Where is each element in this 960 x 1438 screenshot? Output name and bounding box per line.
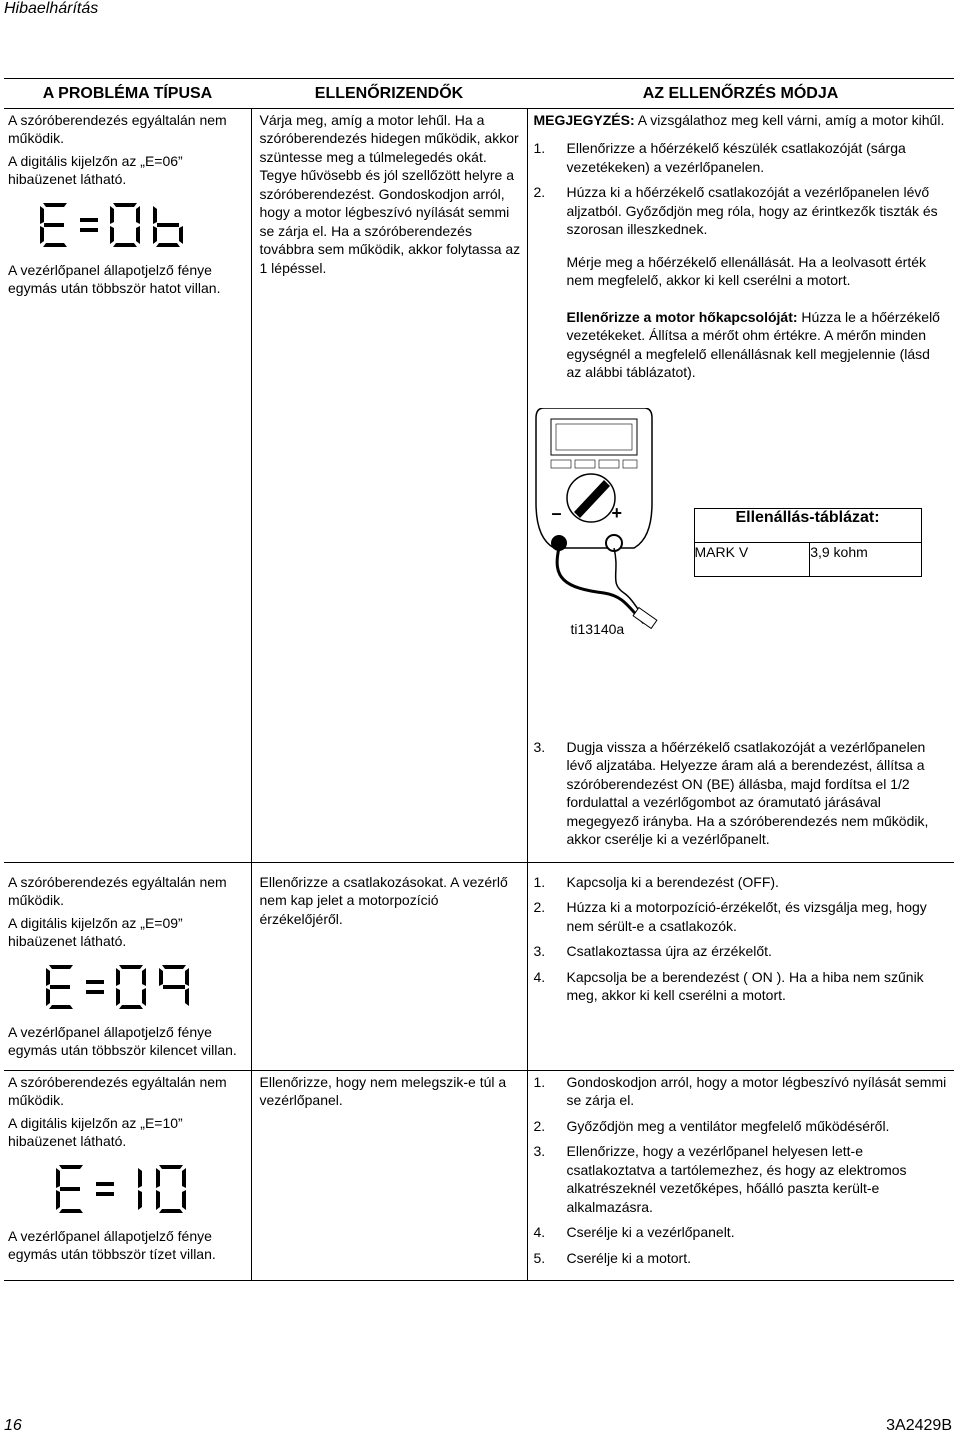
problem-text: A digitális kijelzőn az „E=06” hibaüzenet látható. [8, 152, 183, 187]
switch-text: Húzza le a hőérzékelő vezetékeket. Állítsa a mérőt ohm értékre. A mérőn minden egységnél a megfelelő ellenállásnak kell megjelennie (lásd az alábbi táblázatot). [566, 308, 940, 380]
check-cell [251, 862, 527, 1070]
seven-segment-display-e10 [56, 1165, 196, 1213]
step-list [534, 139, 949, 239]
figure-id: ti13140a [570, 620, 625, 637]
problem-text: A vezérlőpanel állapotjelző fénye egymás után többször kilencet villan. [8, 1023, 237, 1058]
table-row [4, 862, 954, 1070]
meter-minus-label: – [551, 502, 562, 523]
note-paragraph [534, 111, 949, 130]
page-number: 16 [4, 1417, 22, 1434]
problem-text: A vezérlőpanel állapotjelző fénye egymás után többször hatot villan. [8, 261, 221, 296]
section-title: Hibaelhárítás [4, 0, 99, 17]
column-header-problem: A PROBLÉMA TÍPUSA [4, 79, 251, 109]
multimeter-figure [534, 388, 949, 718]
step-list [534, 873, 949, 1005]
list-item: 2. Húzza ki a motorpozíció-érzékelőt, és vizsgálja meg, hogy nem sérült-e a csatlakozók. [533, 899, 927, 934]
troubleshooting-table [4, 78, 954, 1281]
list-item: 3. Ellenőrizze, hogy a vezérlőpanel helyesen lett-e csatlakoztatva a tartólemezhez, és hogy az elektromos alkatrészeknél vezetőképes, hőálló paszta került-e alkalmazásra. [533, 1143, 907, 1215]
problem-cell [4, 1070, 251, 1281]
problem-text: A digitális kijelzőn az „E=09” hibaüzenet látható. [8, 914, 183, 949]
check-text: Ellenőrizze a csatlakozásokat. A vezérlő nem kap jelet a motorpozíció érzékelőjéről. [259, 873, 508, 927]
note-label: MEGJEGYZÉS: [533, 111, 635, 128]
check-text: Várja meg, amíg a motor lehűl. Ha a szóróberendezés hidegen működik, akkor szüntesse meg a túlmelegedés okát. Tegye hűvösebb és jól szellőzött helyre a szóróberendezést. Gondoskodjon arról, hogy a motor légbeszívó nyílását semmi se zárja el. Ha a szóróberendezés továbbra sem működik, akkor folytassa az 1 lépéssel. [259, 111, 521, 276]
method-cell [527, 1070, 954, 1281]
resistance-table [694, 508, 922, 577]
step-list [534, 1073, 949, 1268]
measure-text: Mérje meg a hőérzékelő ellenállását. Ha a leolvasott érték nem megfelelő, akkor ki kell cserélni a motort. [566, 253, 927, 288]
list-item: 4. Kapcsolja be a berendezést ( ON ). Ha a hiba nem szűnik meg, akkor ki kell cserélni a motort. [533, 968, 924, 1003]
document-code: 3A2429B [886, 1417, 952, 1434]
problem-text: A digitális kijelzőn az „E=10” hibaüzenet látható. [8, 1114, 183, 1149]
step-list [534, 738, 949, 849]
problem-cell [4, 108, 251, 862]
problem-cell [4, 862, 251, 1070]
problem-text: A szóróberendezés egyáltalán nem működik. [8, 111, 227, 146]
list-item: 2. Győződjön meg a ventilátor megfelelő működéséről. [533, 1117, 890, 1134]
resistance-value: 3,9 kohm [810, 542, 921, 576]
note-text: A vizsgálathoz meg kell várni, amíg a motor kihűl. [634, 111, 945, 128]
list-item: 3. Dugja vissza a hőérzékelő csatlakozóját a vezérlőpanelen lévő aljzatába. Helyezze áram alá a berendezést, állítsa a szóróberendezést ON (BE) állásba, majd fordítsa el 1/2 fordulattal a vezérlőgombot az óramutató járásával megegyező irányba. Ha a szóróberendezés nem működik, akkor cserélje ki a vezérlőpanelt. [533, 738, 929, 847]
switch-label: Ellenőrizze a motor hőkapcsolóját: [566, 308, 798, 325]
check-text: Ellenőrizze, hogy nem melegszik-e túl a vezérlőpanel. [259, 1073, 507, 1108]
resistance-model: MARK V [694, 542, 810, 576]
seven-segment-display-e09 [46, 965, 196, 1009]
check-cell [251, 108, 527, 862]
list-item: 1. Ellenőrizze a hőérzékelő készülék csatlakozóját (sárga vezetékeken) a vezérlőpanelen. [533, 140, 906, 175]
table-row [4, 108, 954, 862]
list-item: 1. Gondoskodjon arról, hogy a motor légbeszívó nyílását semmi se zárja el. [533, 1073, 947, 1108]
table-row [4, 1070, 954, 1281]
problem-text: A szóróberendezés egyáltalán nem működik. [8, 873, 227, 908]
list-item: 4. Cserélje ki a vezérlőpanelt. [533, 1224, 735, 1240]
list-item: 3. Csatlakoztassa újra az érzékelőt. [533, 943, 772, 959]
column-header-checks: ELLENŐRIZENDŐK [251, 79, 527, 109]
problem-text: A vezérlőpanel állapotjelző fénye egymás után többször tízet villan. [8, 1227, 216, 1262]
problem-text: A szóróberendezés egyáltalán nem működik. [8, 1073, 227, 1108]
check-cell [251, 1070, 527, 1281]
list-item: 5. Cserélje ki a motort. [533, 1249, 691, 1266]
list-item: 2. Húzza ki a hőérzékelő csatlakozóját a vezérlőpanelen lévő aljzatból. Győződjön meg róla, hogy az érintkezők tiszták és szorosan illeszkednek. [533, 184, 938, 237]
multimeter-illustration [534, 408, 674, 638]
list-item: 1. Kapcsolja ki a berendezést (OFF). [533, 873, 779, 890]
column-header-method: AZ ELLENŐRZÉS MÓDJA [527, 79, 954, 109]
method-cell [527, 862, 954, 1070]
resistance-table-title: Ellenállás-táblázat: [694, 508, 921, 542]
seven-segment-display-e06 [40, 203, 190, 247]
switch-paragraph [534, 308, 949, 382]
meter-plus-label: + [611, 502, 623, 523]
method-cell [527, 108, 954, 862]
